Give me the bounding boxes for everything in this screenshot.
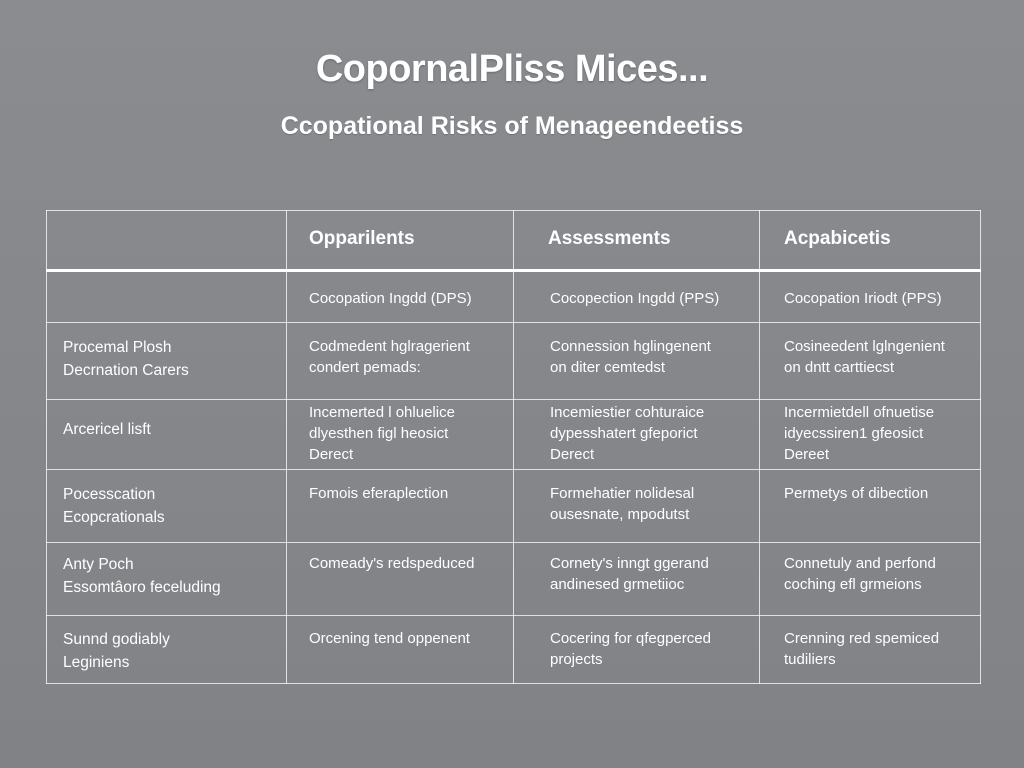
row-label-cell — [47, 543, 287, 616]
table-cell — [287, 400, 514, 470]
cell-text-line: ousesnate, mpodutst — [550, 506, 690, 523]
row-label-cell — [47, 400, 287, 470]
table-cell — [514, 271, 760, 323]
cell-text-line: Cocering for qfegperced — [550, 630, 711, 647]
cell-text-line: Incermietdell ofnuetise — [784, 404, 935, 421]
cell-text-line: projects — [550, 651, 603, 668]
cell-text-line: Connetuly and perfond — [784, 555, 936, 572]
table-cell — [760, 543, 981, 616]
cell-text-line: Cocopation Iriodt (PPS) — [784, 290, 942, 307]
row-label-cell — [47, 323, 287, 400]
table-cell — [287, 271, 514, 323]
cell-text-line: Anty Poch — [63, 556, 134, 573]
row-label-cell — [47, 616, 287, 684]
cell-text-line: Fomois eferaplection — [309, 485, 449, 502]
cell-text-line: Pocesscation — [63, 486, 156, 503]
cell-text-line: Ecopcrationals — [63, 509, 165, 526]
cell-text-line: Decrnation Carers — [63, 362, 189, 379]
table-row — [47, 400, 981, 470]
table-row — [47, 470, 981, 543]
table-cell — [287, 470, 514, 543]
cell-text-line: Comeady's redspeduced — [309, 555, 475, 572]
page-title: CopornalPliss Mices... — [315, 48, 709, 90]
cell-text-line: Incemerted l ohluelice — [309, 404, 455, 421]
cell-text-line: Essomtâoro feceluding — [63, 579, 221, 596]
cell-text-line: Cocopation Ingdd (DPS) — [309, 290, 472, 307]
table-row — [47, 271, 981, 323]
cell-text-line: coching efl grmeions — [784, 576, 922, 593]
column-header-acpabicetis: Acpabicetis — [760, 211, 981, 271]
cell-text-line: tudiliers — [784, 651, 836, 668]
table-cell — [514, 323, 760, 400]
cell-text-line: condert pemads: — [309, 359, 421, 376]
cell-text-line: dypesshatert gfeporict — [550, 425, 698, 442]
cell-text-line: dlyesthen figl heosict — [309, 425, 449, 442]
cell-text-line: Sunnd godiably — [63, 631, 170, 648]
row-label-cell — [47, 271, 287, 323]
cell-text-line: Procemal Plosh — [63, 339, 172, 356]
cell-text-line: Crenning red spemiced — [784, 630, 940, 647]
table-cell — [287, 616, 514, 684]
cell-text-line: Derect — [309, 446, 354, 463]
table-cell — [760, 323, 981, 400]
column-header-opparilents: Opparilents — [287, 211, 514, 271]
cell-text-line: idyecssiren1 gfeosict — [784, 425, 924, 442]
table-cell — [514, 543, 760, 616]
table-row — [47, 323, 981, 400]
cell-text-line: Connession hglingenent — [550, 338, 711, 355]
table-cell — [287, 543, 514, 616]
cell-text-line: on dntt carttiecst — [784, 359, 895, 376]
table-cell — [514, 400, 760, 470]
cell-text-line: Leginiens — [63, 654, 130, 671]
row-label-cell — [47, 470, 287, 543]
table-cell — [514, 470, 760, 543]
cell-text-line: Derect — [550, 446, 595, 463]
page-subtitle: Ccopational Risks of Menageendeetiss — [280, 112, 744, 140]
column-header-assessments: Assessments — [514, 211, 760, 271]
table-cell — [760, 470, 981, 543]
risk-table — [46, 210, 981, 684]
table-cell — [287, 323, 514, 400]
cell-text-line: Cocopection Ingdd (PPS) — [550, 290, 720, 307]
table-cell — [514, 616, 760, 684]
cell-text-line: Dereet — [784, 446, 830, 463]
table-row — [47, 616, 981, 684]
table-cell — [760, 271, 981, 323]
cell-text-line: Orcening tend oppenent — [309, 630, 470, 647]
cell-text-line: Cornety's inngt ggerand — [550, 555, 709, 572]
cell-text-line: andinesed grmetiioc — [550, 576, 685, 593]
cell-text-line: Incemiestier cohturaice — [550, 404, 705, 421]
cell-text-line: Arcericel lisft — [63, 421, 151, 438]
column-header-empty — [47, 211, 287, 271]
table-row — [47, 543, 981, 616]
table-cell — [760, 616, 981, 684]
table-cell — [760, 400, 981, 470]
cell-text-line: Codmedent hglragerient — [309, 338, 470, 355]
cell-text-line: Permetys of dibection — [784, 485, 929, 502]
cell-text-line: on diter cemtedst — [550, 359, 666, 376]
cell-text-line: Formehatier nolidesal — [550, 485, 695, 502]
cell-text-line: Cosineedent lglngenient — [784, 338, 945, 355]
table-header-row — [47, 211, 981, 271]
table-body — [47, 271, 981, 684]
